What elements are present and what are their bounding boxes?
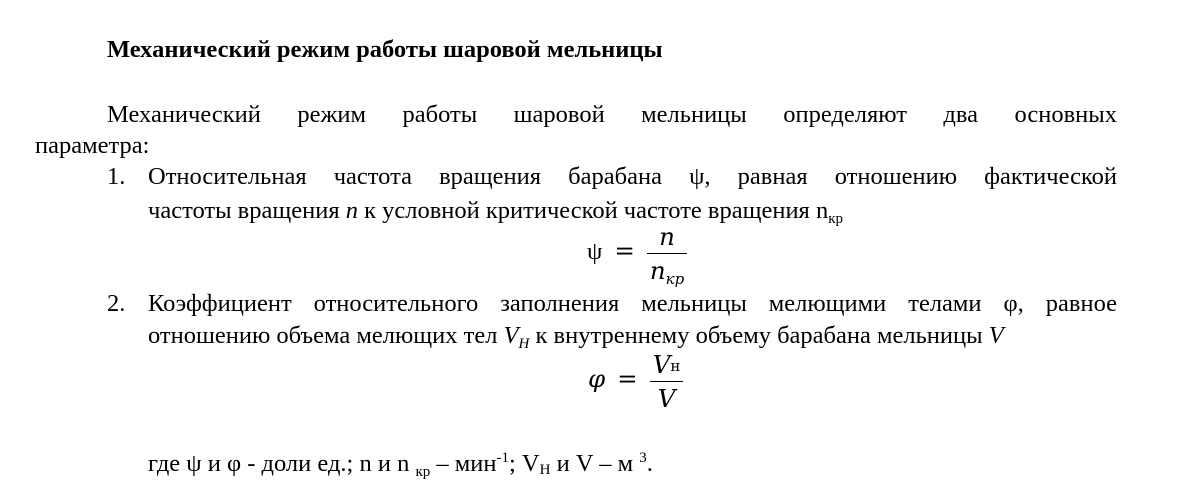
formula2-num-v: V — [652, 350, 671, 379]
units-sup-min: -1 — [496, 450, 509, 466]
intro-line-1: Механический режим работы шаровой мельницы определяют два основных — [107, 101, 1117, 128]
item2-text-a: отношению объема мелющих тел — [148, 322, 504, 349]
item1-text-b: к условной критической частоте вращения n — [357, 197, 829, 224]
formula1-eq: = — [614, 236, 635, 266]
units-p5: . — [646, 450, 653, 477]
list-item-1-line-1: Относительная частота вращения барабана ψ, равная отношению фактической — [148, 163, 1117, 190]
formula2-lhs: φ — [588, 364, 606, 394]
list-item-number-1: 1. — [107, 163, 126, 190]
formula2-eq: = — [617, 364, 638, 394]
list-item-2-line-2 — [148, 322, 1004, 350]
units-sub-h: H — [539, 462, 551, 478]
item2-var-v-sub: H — [518, 336, 530, 352]
formula1-den-n: n — [649, 256, 666, 285]
formula-psi — [587, 222, 687, 288]
list-item-number-2: 2. — [107, 290, 126, 317]
units-sup-3: 3 — [639, 450, 647, 466]
formula1-numerator: n — [659, 222, 675, 251]
list-item-2-line-1: Коэффициент относительного заполнения мельницы мелющими телами φ, равное — [148, 290, 1117, 317]
formula2-denominator: V — [650, 381, 684, 413]
formula2-num-sub: н — [670, 357, 681, 375]
intro-line-2: параметра: — [35, 132, 150, 159]
section-title: Механический режим работы шаровой мельницы — [107, 36, 663, 63]
units-p2: – мин — [430, 450, 497, 477]
item2-text-b: к внутреннему объему барабана мельницы — [529, 322, 989, 349]
item1-sub-kr: кр — [828, 211, 843, 227]
units-p1: где ψ и φ - доли ед.; n и n — [148, 450, 416, 477]
formula1-denominator — [647, 253, 687, 288]
units-note — [148, 450, 653, 478]
formula1-den-sub: кр — [665, 270, 685, 288]
units-p3: ; V — [509, 450, 540, 477]
formula1-lhs: ψ — [587, 238, 603, 266]
item2-var-v: V — [503, 322, 519, 349]
formula1-fraction — [647, 222, 687, 288]
units-p4: и V – м — [550, 450, 640, 477]
units-sub-kr: кр — [415, 464, 431, 480]
formula-phi — [588, 350, 683, 413]
item1-text-a: частоты вращения — [148, 197, 346, 224]
formula2-numerator — [650, 350, 684, 381]
formula2-fraction — [650, 350, 684, 413]
item2-var-v2: V — [988, 322, 1004, 349]
list-item-1-line-2 — [148, 197, 843, 225]
item1-var-n: n — [345, 197, 358, 224]
